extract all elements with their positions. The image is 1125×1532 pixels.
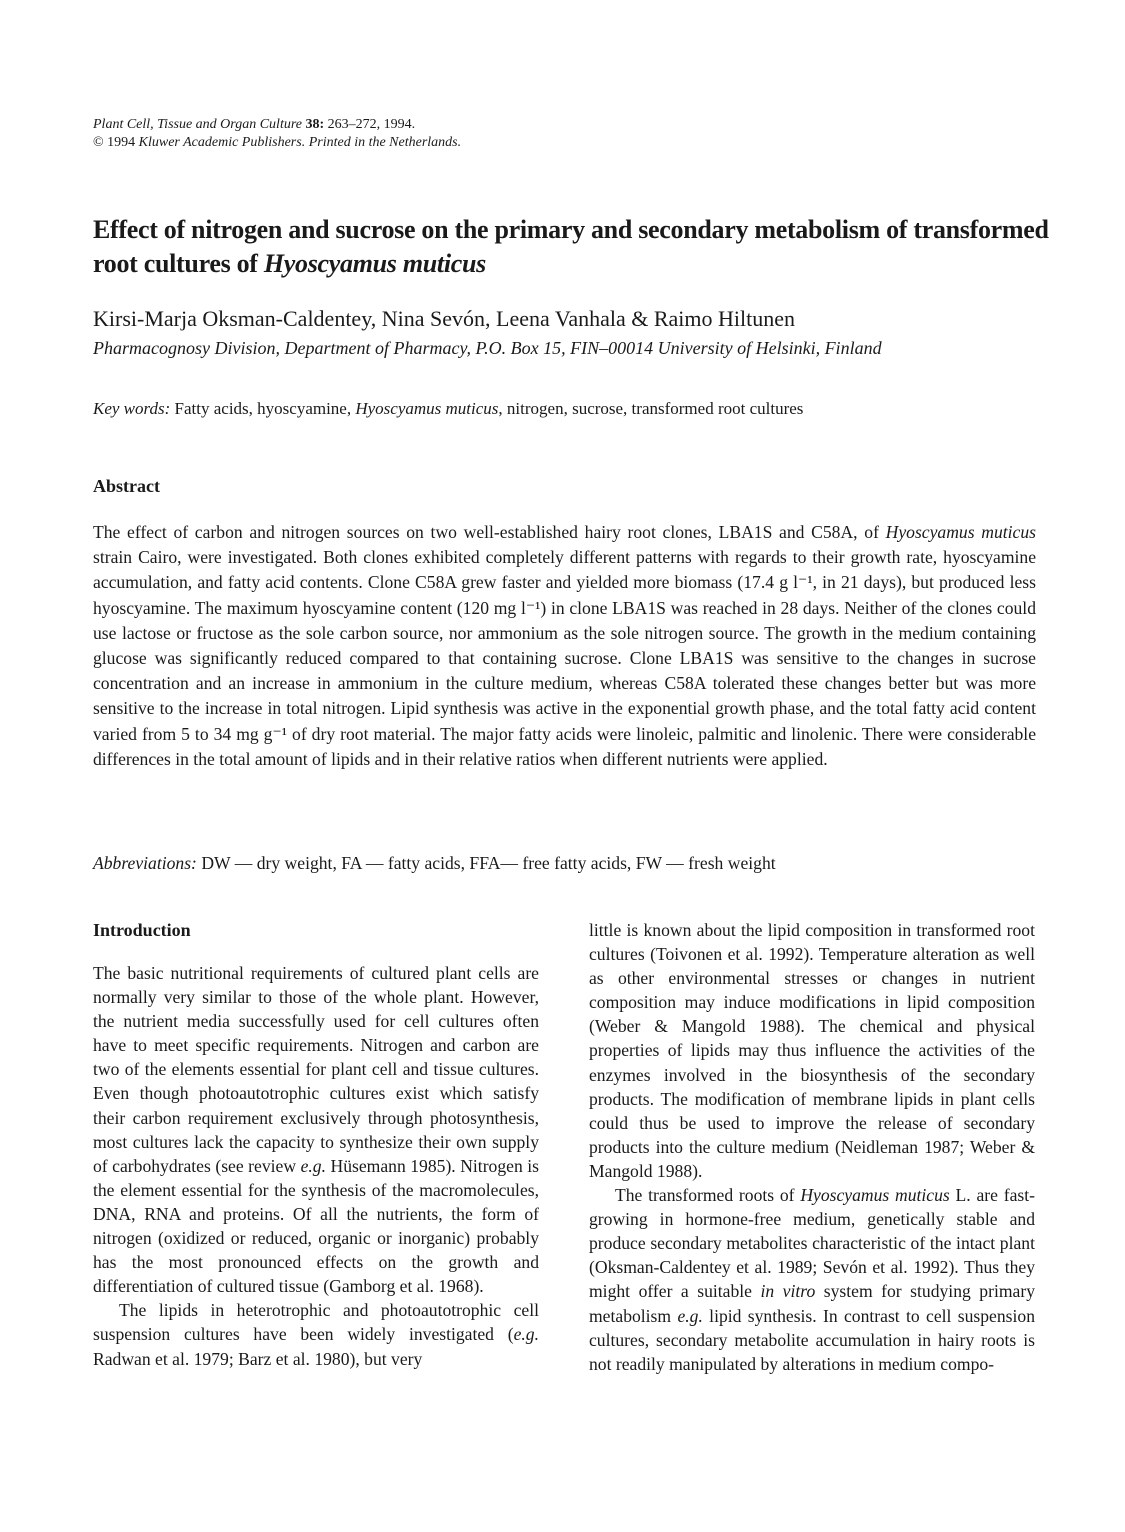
intro-p4-end: lipid synthesis. In contrast to cell suspension cultures, secondary metabolite accumulation in hairy roots is not readily manipulated by alterations in medium compo- (589, 1305, 1035, 1374)
title-text: Effect of nitrogen and sucrose on the primary and secondary metabolism of transformed root cultures of (93, 215, 1049, 278)
journal-name: Plant Cell, Tissue and Organ Culture (93, 117, 302, 132)
journal-citation (93, 116, 461, 152)
abstract-part2: strain Cairo, were investigated. Both clones exhibited completely different patterns with regards to their growth rate, hyoscyamine accumulation, and fatty acid contents. Clone C58A grew faster and yielded more biomass (17.4 g l⁻¹, in 21 days), but produced less hyoscyamine. The maximum hyoscyamine content (120 mg l⁻¹) in clone LBA1S was reached in 28 days. Neither of the clones could use lactose or fructose as the sole carbon source, nor ammonium as the sole nitrogen source. The growth in the medium containing glucose was significantly reduced compared to that containing sucrose. Clone LBA1S was sensitive to the changes in sucrose concentration and an increase in ammonium in the culture medium, whereas C58A tolerated these changes better but was more sensitive to the increase in total nitrogen. Lipid synthesis was active in the exponential growth phase, and the total fatty acid content varied from 5 to 34 mg g⁻¹ of dry root material. The major fatty acids were linoleic, palmitic and linolenic. There were considerable differences in the total amount of lipids and in their relative ratios when different nutrients were applied. (93, 547, 1036, 769)
intro-p1-text: The basic nutritional requirements of cultured plant cells are normally very similar to those of the whole plant. However, the nutrient media successfully used for cell cultures often have to meet specific requirements. Nitrogen and carbon are two of the elements essential for plant cell and tissue cultures. Even though photoautotrophic cultures exist which satisfy their carbon requirement exclusively through photosynthesis, most cultures lack the capacity to synthesize their own supply of carbohydrates (see review (93, 963, 539, 1176)
keywords (93, 398, 1043, 420)
abstract-part1: The effect of carbon and nitrogen sources on two well-established hairy root clones, LBA1S and C58A, of (93, 522, 879, 542)
abstract-species: Hyoscyamus muticus (885, 522, 1036, 542)
intro-paragraph-1 (93, 961, 539, 1298)
intro-p4-invitro: in vitro (760, 1281, 816, 1302)
abbreviations-label: Abbreviations: (93, 853, 197, 873)
intro-paragraph-4 (589, 1183, 1035, 1376)
affiliation: Pharmacognosy Division, Department of Pharmacy, P.O. Box 15, FIN–00014 University of Helsinki, Finland (93, 338, 882, 358)
intro-p2-eg: e.g. (513, 1324, 539, 1345)
intro-p1-eg: e.g. (300, 1155, 326, 1176)
journal-volume: 38: (305, 117, 325, 132)
intro-paragraph-2 (93, 1298, 539, 1370)
intro-p4-mid: L. are fast-growing in hormone-free medium, genetically stable and produce secondary metabolites characteristic of the intact plant (Oksman-Caldentey et al. 1989; Sevón et al. 1992). Thus they might offer a suitable (589, 1185, 1035, 1302)
keywords-part1: Fatty acids, hyoscyamine, (174, 399, 352, 418)
abbreviations (93, 851, 1043, 875)
abstract-heading: Abstract (93, 476, 160, 496)
intro-p4-eg: e.g. (677, 1305, 703, 1326)
journal-line (93, 116, 461, 134)
intro-p4-species: Hyoscyamus muticus (800, 1185, 950, 1206)
publisher: Kluwer Academic Publishers. Printed in the Netherlands. (138, 135, 462, 150)
intro-paragraph-3: little is known about the lipid composition in transformed root cultures (Toivonen et al. 1992). Temperature alteration as well as other environmental stresses or changes in nutrient composition may induce modifications in lipid composition (Weber & Mangold 1988). The chemical and physical properties of lipids may thus influence the activities of the enzymes involved in the biosynthesis of the secondary products. The modification of membrane lipids in plant cells could thus be used to improve the release of secondary products into the culture medium (Neidleman 1987; Weber & Mangold 1988). (589, 920, 1035, 1181)
copyright-year: 1994 (107, 135, 136, 150)
copyright-symbol: © (93, 135, 104, 150)
introduction-heading: Introduction (93, 920, 191, 940)
title-species: Hyoscyamus muticus (263, 249, 486, 278)
paper-title (93, 213, 1053, 281)
intro-p2-end: Radwan et al. 1979; Barz et al. 1980), but very (93, 1348, 423, 1369)
intro-p2-start: The lipids in heterotrophic and photoautotrophic cell suspension cultures have been widely investigated ( (93, 1300, 539, 1345)
right-column (589, 918, 1035, 1376)
keywords-label: Key words: (93, 399, 171, 418)
journal-pages: 263–272, 1994. (327, 117, 416, 132)
copyright-line (93, 134, 461, 152)
author-list: Kirsi-Marja Oksman-Caldentey, Nina Sevón, Leena Vanhala & Raimo Hiltunen (93, 306, 795, 331)
intro-p1-end: Hüsemann 1985). Nitrogen is the element essential for the synthesis of the macromolecules, DNA, RNA and proteins. Of all the nutrients, the form of nitrogen (oxidized or reduced, organic or inorganic) probably has the most pronounced effects on the growth and differentiation of cultured tissue (Gamborg et al. 1968). (93, 1155, 539, 1297)
intro-p4-start: The transformed roots of (615, 1185, 801, 1206)
intro-p4-mid2: system for studying primary metabolism (589, 1281, 1035, 1326)
keywords-species: Hyoscyamus muticus (355, 399, 499, 418)
left-column (93, 918, 539, 1371)
abstract-body (93, 520, 1036, 772)
abbreviations-text: DW — dry weight, FA — fatty acids, FFA— free fatty acids, FW — fresh weight (196, 853, 776, 873)
keywords-part2: , nitrogen, sucrose, transformed root cultures (498, 399, 804, 418)
